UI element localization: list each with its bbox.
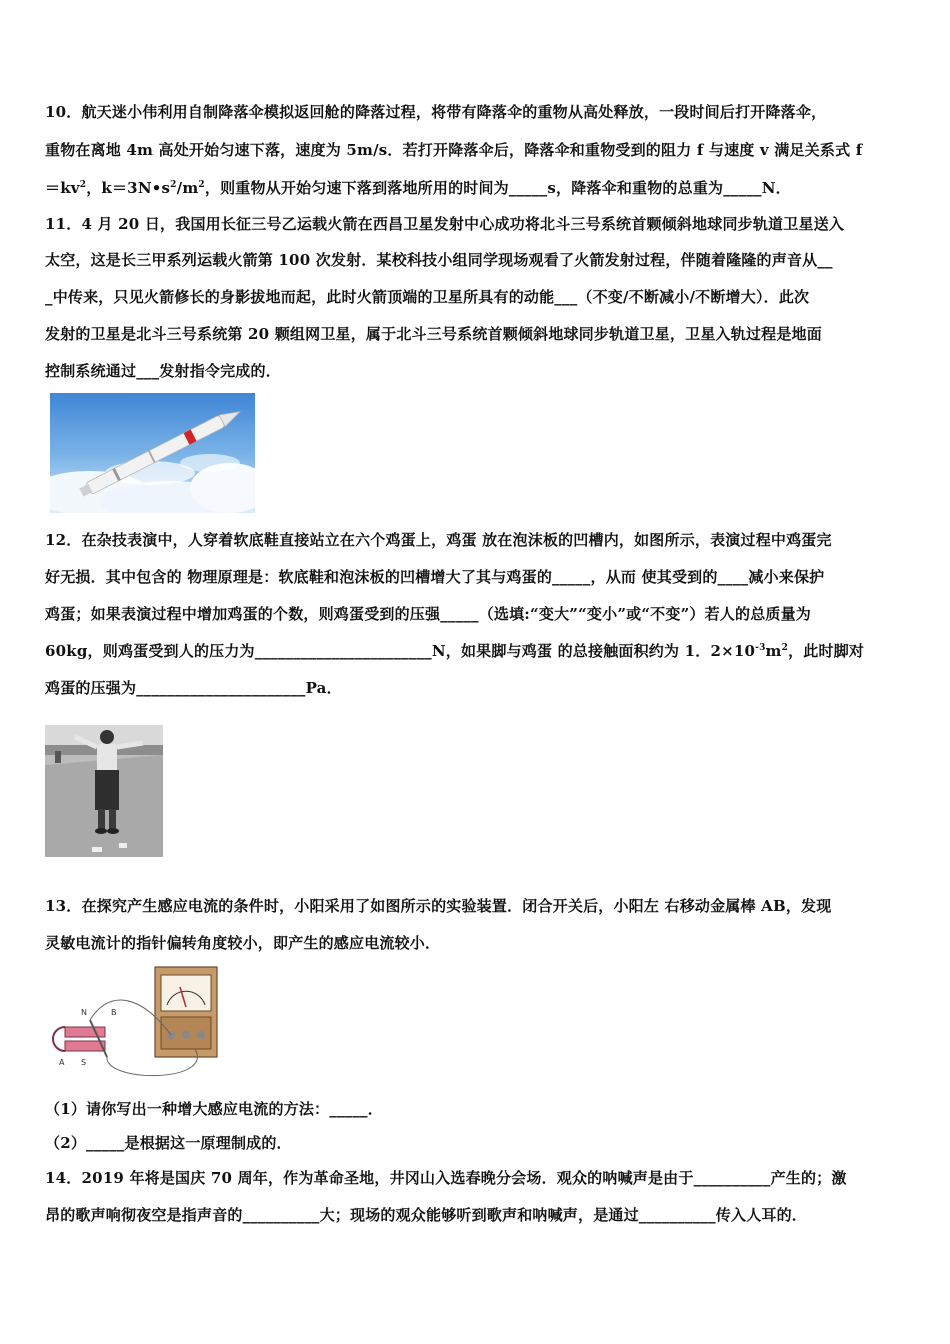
- q11-line-1: 11．4 月 20 日，我国用长征三号乙运载火箭在西昌卫星发射中心成功将北斗三号系统首颗倾斜地球同步轨道卫星送入: [45, 215, 845, 233]
- q10-sup-2: 2: [170, 180, 177, 190]
- acrobat-eggs-photo: [45, 725, 163, 857]
- q12-line-4-a: 60kg，则鸡蛋受到人的压力为_______________________N，如果脚与鸡蛋 的总接触面积约为 1．2×10: [45, 642, 756, 660]
- q14-line-1: 14．2019 年将是国庆 70 周年，作为革命圣地，井冈山入选春晚分会场．观众的呐喊声是由于__________产生的；激: [45, 1169, 847, 1187]
- q13-line-2: 灵敏电流计的指针偏转角度较小，即产生的感应电流较小．: [45, 934, 441, 952]
- q10-line-3: [45, 178, 905, 198]
- q13-sub-2: （2）_____是根据这一原理制成的．: [45, 1134, 292, 1152]
- q12-sup-2: 2: [781, 643, 789, 653]
- q13-sub-1: （1）请你写出一种增大感应电流的方法：_____．: [45, 1100, 383, 1118]
- q10-line-2: 重物在离地 4m 高处开始匀速下落，速度为 5m/s．若打开降落伞后，降落伞和重物受到的阻力 f 与速度 v 满足关系式 f: [45, 141, 863, 159]
- q11-line-3: _中传来，只见火箭修长的身影拔地而起，此时火箭顶端的卫星所具有的动能___（不变/不断减小/不断增大）．此次: [45, 288, 810, 306]
- rocket-launch-image: [50, 393, 255, 513]
- rocket-illustration: [50, 393, 255, 513]
- q10-line-3-d: ，则重物从开始匀速下落到落地所用的时间为_____s，降落伞和重物的总重为_____N．: [204, 179, 791, 197]
- q12-sup-1: -3: [755, 643, 766, 653]
- q12-line-2: 好无损．其中包含的 物理原理是：软底鞋和泡沫板的凹槽增大了其与鸡蛋的_____，从而 使其受到的____减小来保护: [45, 568, 825, 586]
- q12-line-4: [45, 641, 905, 661]
- q12-line-4-c: ，此时脚对: [788, 642, 865, 660]
- q11-line-5: 控制系统通过___发射指令完成的．: [45, 362, 281, 380]
- q12-line-3: 鸡蛋；如果表演过程中增加鸡蛋的个数，则鸡蛋受到的压强_____（选填:“变大”“变小”或“不变”）若人的总质量为: [45, 605, 812, 623]
- q10-line-3-a: ＝kv: [45, 179, 80, 197]
- label-a: A: [59, 1058, 65, 1067]
- label-s: S: [81, 1058, 87, 1067]
- q10-sup-3: 2: [198, 180, 205, 190]
- q11-line-2: 太空，这是长三甲系列运载火箭第 100 次发射．某校科技小组同学现场观看了火箭发射过程，伴随着隆隆的声音从__: [45, 251, 833, 269]
- q13-line-1: 13．在探究产生感应电流的条件时，小阳采用了如图所示的实验装置．闭合开关后，小阳左 右移动金属棒 AB，发现: [45, 897, 832, 915]
- q10-line-1: 10．航天迷小伟利用自制降落伞模拟返回舱的降落过程，将带有降落伞的重物从高处释放，一段时间后打开降落伞，: [45, 103, 827, 121]
- q12-line-1: 12．在杂技表演中，人穿着软底鞋直接站立在六个鸡蛋上，鸡蛋 放在泡沫板的凹槽内，如图所示，表演过程中鸡蛋完: [45, 531, 832, 549]
- apparatus-illustration: [45, 965, 225, 1085]
- q10-sup-1: 2: [79, 180, 87, 190]
- label-b: B: [111, 1008, 117, 1017]
- q10-line-3-b: ，k＝3N•s: [86, 179, 171, 197]
- q11-line-4: 发射的卫星是北斗三号系统第 20 颗组网卫星，属于北斗三号系统首颗倾斜地球同步轨道卫星，卫星入轨过程是地面: [45, 325, 822, 343]
- induction-apparatus-figure: [45, 965, 225, 1085]
- q12-line-4-b: m: [765, 642, 782, 660]
- label-n: N: [81, 1008, 87, 1017]
- q14-line-2: 昂的歌声响彻夜空是指声音的__________大；现场的观众能够听到歌声和呐喊声，是通过__________传入人耳的．: [45, 1206, 808, 1224]
- q10-line-3-c: /m: [176, 179, 199, 197]
- acrobat-illustration: [45, 725, 163, 857]
- q12-line-5: 鸡蛋的压强为______________________Pa．: [45, 679, 342, 697]
